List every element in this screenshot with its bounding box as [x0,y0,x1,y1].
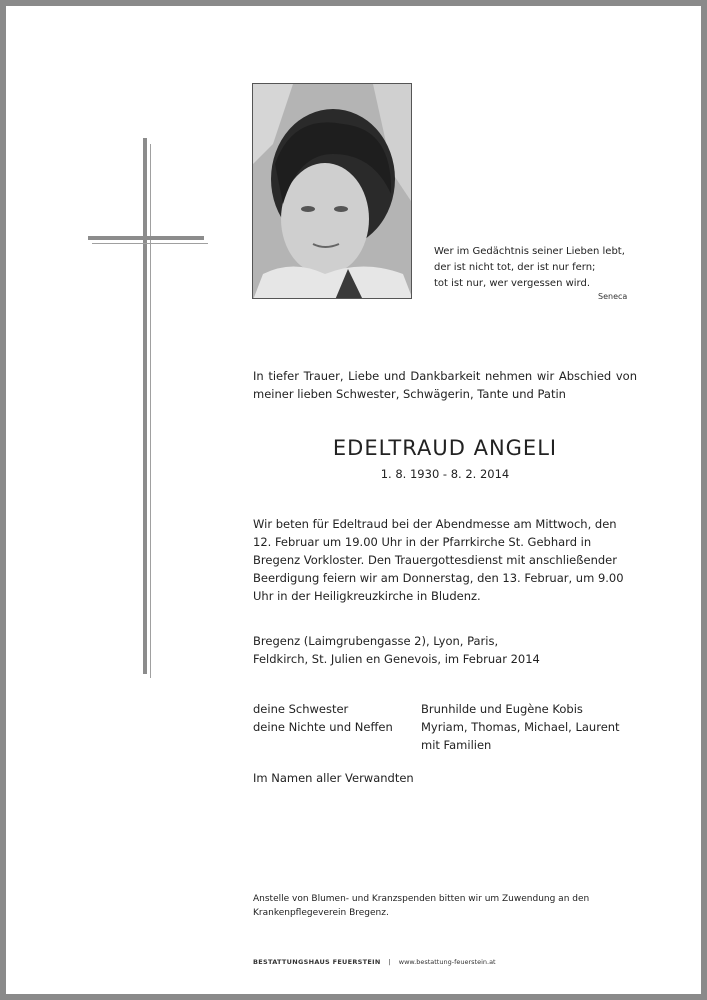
place-and-date [253,632,637,668]
relative-names [421,700,620,754]
footer [253,958,496,966]
quote-line: Wer im Gedächtnis seiner Lieben lebt, [434,246,625,257]
relative-role: deine Nichte und Neffen [253,720,393,734]
quote [434,244,644,292]
deceased-name: EDELTRAUD ANGELI [332,436,558,460]
relative-role: deine Schwester [253,702,349,716]
portrait-image [253,84,412,299]
service-text: Wir beten für Edeltraud bei der Abendmesse am Mittwoch, den 12. Februar um 19.00 Uhr in der Pfarrkirche St. Gebhard in Bregenz Vorkloster. Den Trauergottesdienst mit anschließender Beerdigung feiern wir am Donnerstag, den 13. Februar, um 9.00 Uhr in der Heiligkreuzkirche in Bludenz. [253,517,624,603]
quote-line: tot ist nur, wer vergessen wird. [434,278,591,289]
relative-name: mit Familien [421,738,492,752]
intro-text: In tiefer Trauer, Liebe und Dankbarkeit nehmen wir Abschied von meiner lieben Schwester, Schwägerin, Tante und Patin [253,369,637,401]
deceased-dates: 1. 8. 1930 - 8. 2. 2014 [380,467,510,481]
place-line: Feldkirch, St. Julien en Genevois, im Februar 2014 [253,652,540,666]
portrait-photo [252,83,412,299]
cross-vertical-bar [143,138,147,674]
relative-name: Brunhilde und Eugène Kobis [421,702,583,716]
quote-author: Seneca [598,292,628,301]
footer-separator: | [388,958,391,966]
place-line: Bregenz (Laimgrubengasse 2), Lyon, Paris, [253,634,499,648]
footer-brand: BESTATTUNGSHAUS FEUERSTEIN [253,958,381,966]
relative-name: Myriam, Thomas, Michael, Laurent [421,720,620,734]
footer-website-link[interactable]: www.bestattung-feuerstein.at [398,958,496,966]
cross-horizontal-bar [88,236,204,240]
donation-note: Anstelle von Blumen- und Kranzspenden bitten wir um Zuwendung an den Krankenpflegeverein Bregenz. [253,894,590,918]
cross-horizontal-shadow [92,243,208,244]
closing-text: Im Namen aller Verwandten [253,771,414,785]
cross-vertical-shadow [150,144,151,678]
quote-line: der ist nicht tot, der ist nur fern; [434,262,596,273]
relative-roles [253,700,393,736]
